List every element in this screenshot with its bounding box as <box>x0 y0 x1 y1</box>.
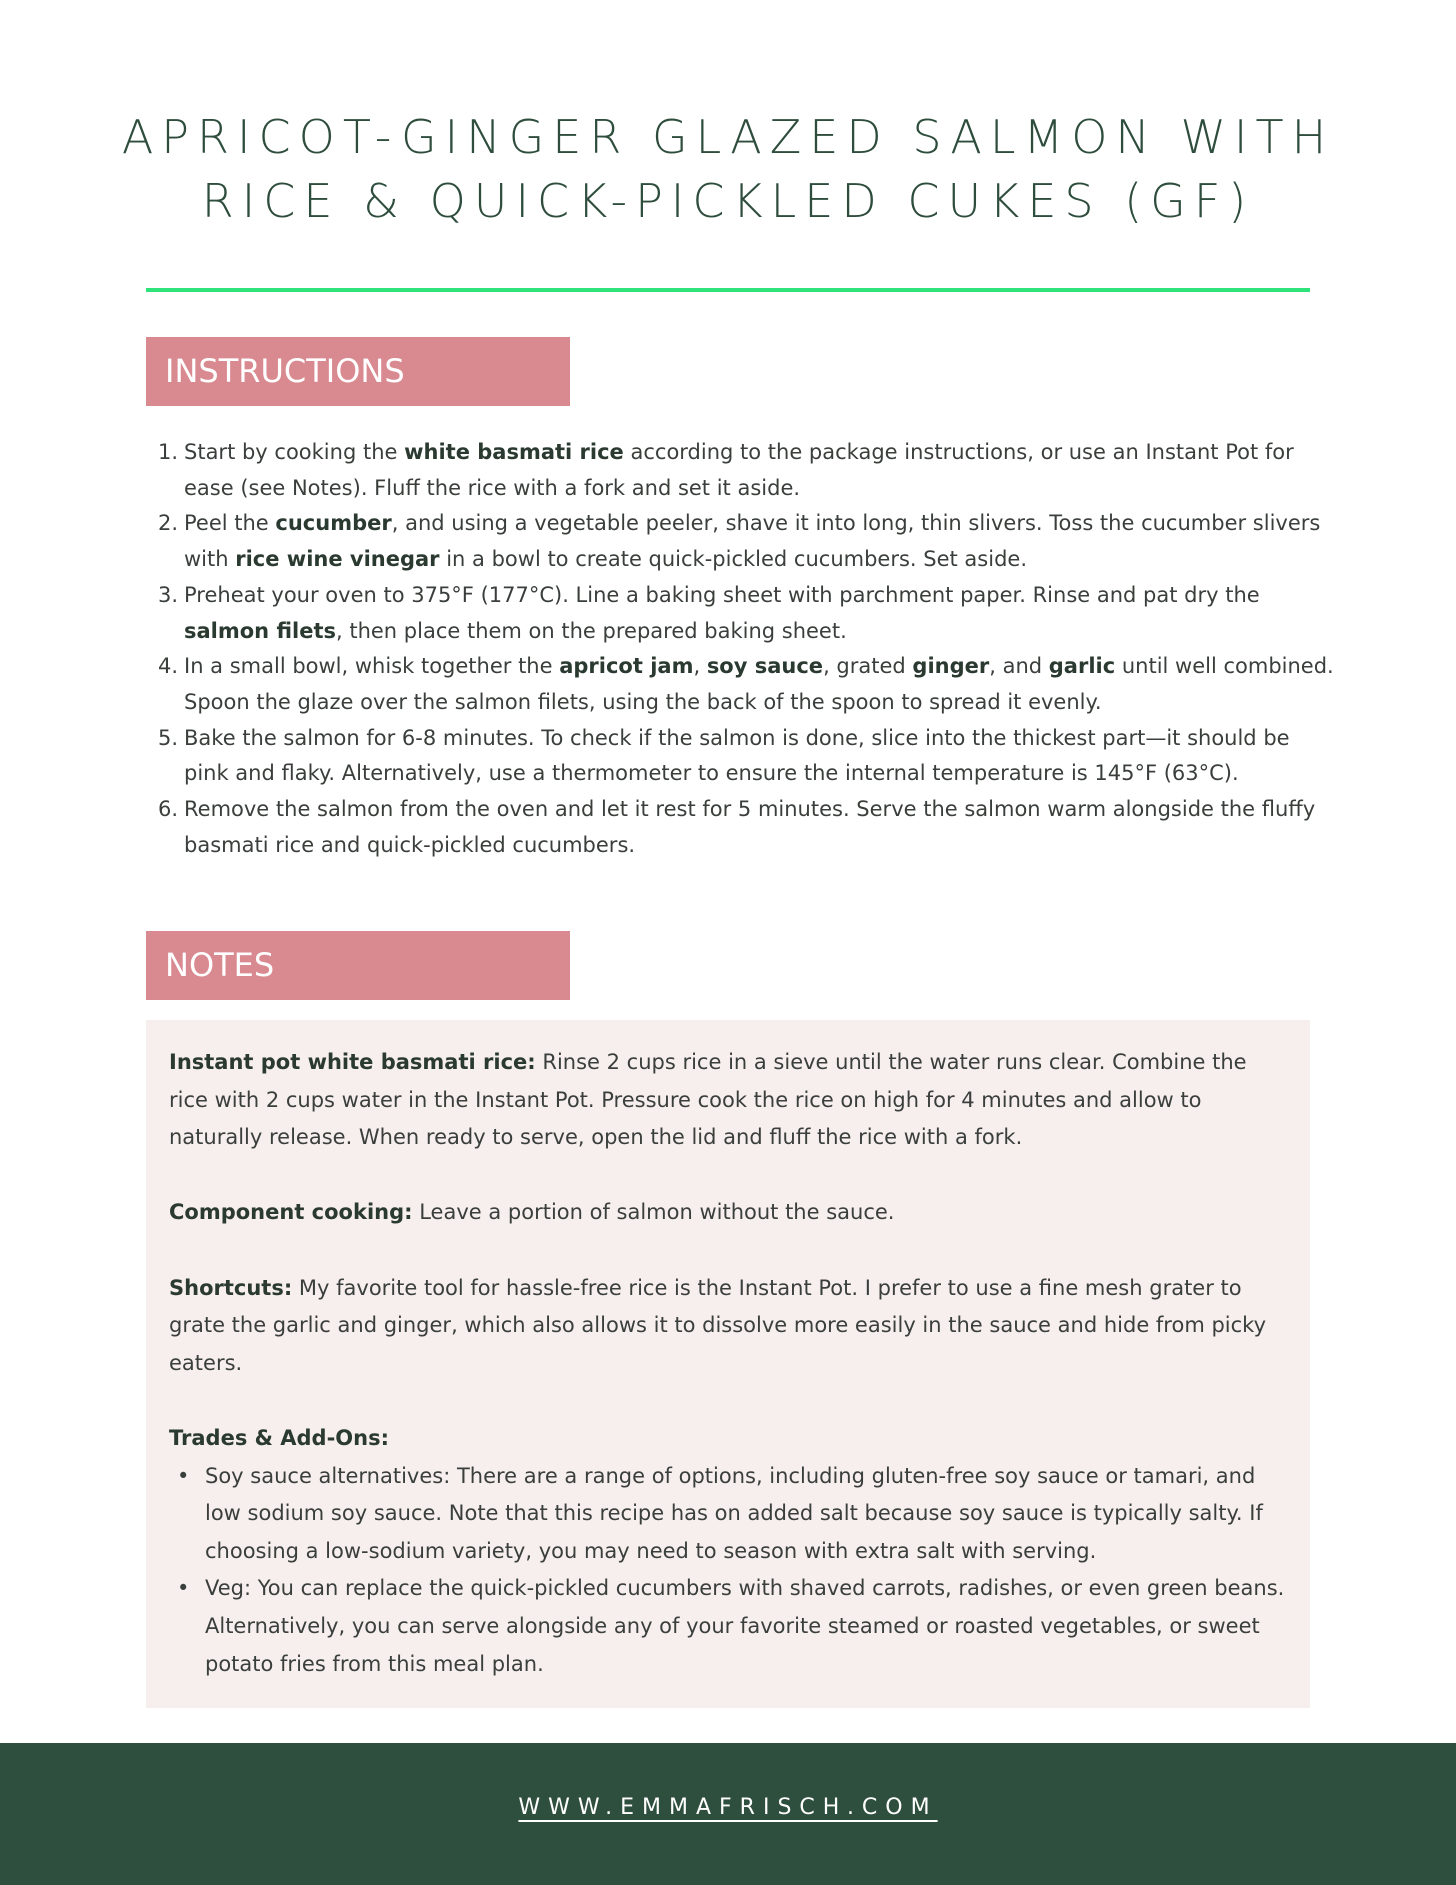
step-number: 6. <box>158 797 179 822</box>
note-component-cooking <box>169 1194 1288 1232</box>
notes-heading: NOTES <box>146 931 570 1000</box>
bullet-icon: • <box>177 1463 190 1488</box>
instruction-step <box>146 792 1336 863</box>
instructions-heading: INSTRUCTIONS <box>146 337 570 406</box>
notes-panel <box>146 1020 1310 1708</box>
ingredient-highlight: salmon filets <box>184 618 336 643</box>
step-text: Preheat your oven to 375°F (177°C). Line a baking sheet with parchment paper. Rinse and pat dry the <box>184 582 1260 607</box>
note-shortcuts <box>169 1270 1288 1383</box>
instructions-list <box>146 435 1336 863</box>
ingredient-highlight: soy sauce <box>706 654 824 679</box>
recipe-title <box>100 105 1356 233</box>
note-text: Leave a portion of salmon without the sauce. <box>412 1200 895 1225</box>
instruction-step <box>146 721 1336 792</box>
note-text: My favorite tool for hassle-free rice is the Instant Pot. I prefer to use a fine mesh grater to grate the garlic and ginger, which also allows it to dissolve more easily in the sauce and hide from picky eaters. <box>169 1275 1267 1375</box>
title-divider <box>146 288 1310 292</box>
note-label: Shortcuts: <box>169 1275 293 1300</box>
instruction-step <box>146 506 1336 577</box>
instruction-step <box>146 649 1336 720</box>
step-text: Bake the salmon for 6-8 minutes. To check if the salmon is done, slice into the thickest part—it should be pink and flaky. Alternatively, use a thermometer to ensure the internal temperature is 145°F (63°C). <box>184 725 1290 786</box>
list-item <box>169 1570 1288 1683</box>
trades-heading: Trades & Add-Ons: <box>169 1425 389 1450</box>
ingredient-highlight: rice wine vinegar <box>235 547 440 572</box>
step-number: 2. <box>158 511 179 536</box>
step-text: , grated <box>823 654 913 679</box>
step-text: Start by cooking the <box>184 440 405 464</box>
ingredient-highlight: white basmati rice <box>404 440 624 464</box>
ingredient-highlight: garlic <box>1048 654 1116 679</box>
note-label: Component cooking: <box>169 1200 413 1225</box>
ingredient-highlight: cucumber <box>275 511 392 536</box>
step-number: 4. <box>158 654 179 679</box>
step-text: , and using a vegetable peeler, shave it into long, thin slivers. Toss the cucumber slivers with <box>184 511 1321 572</box>
step-text: Peel the <box>184 511 276 536</box>
website-link[interactable]: WWW.EMMAFRISCH.COM <box>518 1795 938 1820</box>
instruction-step <box>146 578 1336 649</box>
step-number: 5. <box>158 725 179 750</box>
list-item <box>169 1458 1288 1571</box>
step-text: until well combined. Spoon the glaze over the salmon filets, using the back of the spoon to spread it evenly. <box>184 654 1334 714</box>
list-item-text: Soy sauce alternatives: There are a range of options, including gluten-free soy sauce or tamari, and low sodium soy sauce. Note that this recipe has on added salt because soy sauce is typically salty. If choosing a low-sodium variety, you may need to season with extra salt with serving. <box>205 1463 1263 1563</box>
step-text: , <box>693 654 707 679</box>
step-text: according to the package instructions, or use an Instant Pot for ease (see Notes). Fluff the rice with a fork and set it aside. <box>184 440 1294 500</box>
bullet-icon: • <box>177 1576 190 1601</box>
step-text: Remove the salmon from the oven and let it rest for 5 minutes. Serve the salmon warm alongside the fluffy basmati rice and quick-pickled cucumbers. <box>184 797 1316 857</box>
step-text: In a small bowl, whisk together the <box>184 654 560 679</box>
recipe-title-line-1: APRICOT-GINGER GLAZED SALMON WITH <box>121 110 1335 164</box>
list-item-text: Veg: You can replace the quick-pickled cucumbers with shaved carrots, radishes, or even green beans. Alternatively, you can serve alongside any of your favorite steamed or roasted vegetables, or sweet potato fries from this meal plan. <box>205 1576 1285 1676</box>
note-text: Rinse 2 cups rice in a sieve until the water runs clear. Combine the rice with 2 cups water in the Instant Pot. Pressure cook the rice on high for 4 minutes and allow to naturally release. When ready to serve, open the lid and fluff the rice with a fork. <box>169 1050 1247 1150</box>
trades-list <box>169 1458 1288 1684</box>
step-number: 3. <box>158 582 179 607</box>
recipe-title-line-2: RICE & QUICK-PICKLED CUKES (GF) <box>201 174 1255 228</box>
note-instant-pot <box>169 1044 1288 1157</box>
note-label: Instant pot white basmati rice: <box>169 1050 536 1074</box>
step-text: , and <box>989 654 1049 679</box>
ingredient-highlight: apricot jam <box>559 654 694 679</box>
ingredient-highlight: ginger <box>912 654 990 679</box>
instruction-step <box>146 435 1336 506</box>
step-number: 1. <box>158 440 179 464</box>
step-text: in a bowl to create quick-pickled cucumbers. Set aside. <box>439 547 1028 572</box>
step-text: , then place them on the prepared baking sheet. <box>335 618 847 643</box>
